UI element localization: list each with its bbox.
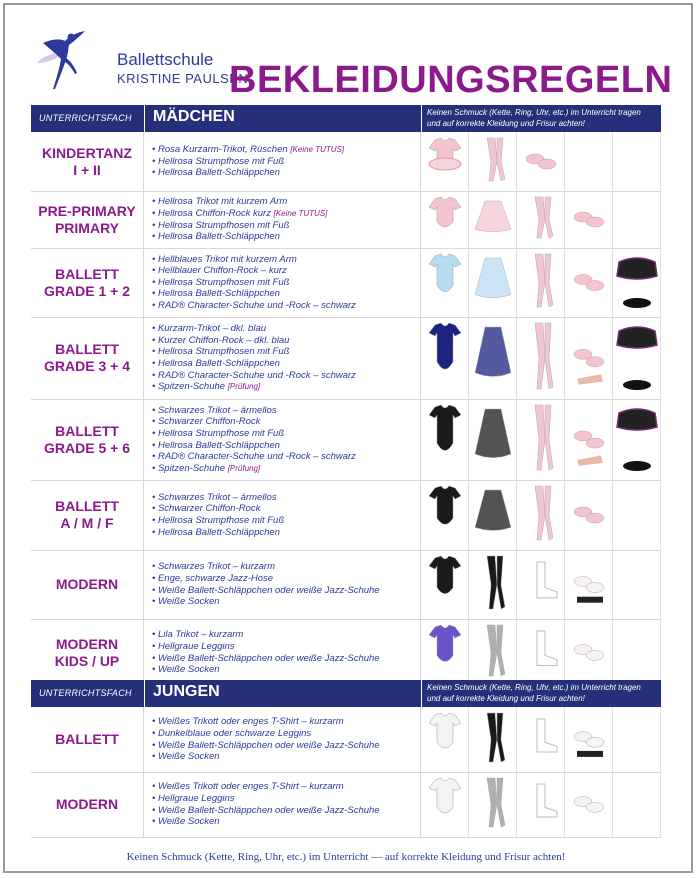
pink-slippers-and-pointe-icon — [567, 321, 611, 395]
image-slot — [565, 132, 613, 191]
list-item: • Kurzer Chiffon-Rock – dkl. blau — [152, 334, 290, 346]
clothing-images — [421, 772, 661, 837]
navy-leotard-icon — [423, 321, 467, 395]
image-slot — [469, 191, 517, 248]
list-item: • Weiße Ballett-Schläppchen oder weiße Jazz-Schuhe — [152, 739, 380, 751]
white-socks-icon — [519, 711, 563, 768]
pink-ballet-slippers-icon — [567, 484, 611, 546]
pink-ballet-slippers-icon — [567, 195, 611, 244]
list-item: • Hellrosa Strumpfhose mit Fuß — [152, 155, 285, 167]
image-slot — [613, 619, 661, 686]
list-item: • Hellgraue Leggins — [152, 640, 235, 652]
image-slot — [613, 550, 661, 619]
class-row — [31, 132, 661, 192]
image-slot — [421, 191, 469, 248]
list-item: • Weiße Socken — [152, 816, 220, 828]
image-slot — [565, 191, 613, 248]
image-slot — [421, 619, 469, 686]
image-slot — [421, 399, 469, 480]
list-item: • Hellrosa Chiffon-Rock kurz [Keine TUTUS] — [152, 207, 328, 219]
list-item: • Hellrosa Strumpfhose mit Fuß — [152, 515, 285, 526]
list-item: • Schwarzes Trikot – kurzarm — [152, 561, 275, 573]
clothing-rules-table — [31, 105, 661, 873]
list-item: • Enge, schwarze Jazz-Hose — [152, 572, 274, 584]
image-slot — [517, 132, 565, 191]
white-socks-icon — [519, 623, 563, 682]
pink-tutu-leotard-icon — [423, 136, 467, 187]
black-sleeveless-leotard-icon — [423, 484, 467, 546]
clothing-list — [144, 480, 421, 550]
black-leotard-icon — [423, 554, 467, 615]
image-slot — [565, 550, 613, 619]
character-skirt-and-shoes-icon — [615, 403, 659, 476]
clothing-images — [421, 191, 661, 248]
list-item: • Weiße Socken — [152, 751, 220, 763]
image-slot — [565, 619, 613, 686]
image-slot — [613, 132, 661, 191]
image-slot — [517, 619, 565, 686]
black-sleeveless-leotard-icon — [423, 403, 467, 476]
image-slot — [613, 191, 661, 248]
list-item: • Hellrosa Strumpfhosen mit Fuß — [152, 346, 290, 358]
pink-chiffon-skirt-icon — [471, 195, 515, 244]
clothing-images — [421, 480, 661, 550]
list-item: • Hellrosa Strumpfhosen mit Fuß — [152, 219, 290, 231]
page-title: BEKLEIDUNGSREGELN — [229, 59, 673, 101]
class-name: MODERN — [31, 550, 144, 619]
class-row — [31, 550, 661, 620]
footer-note: Keinen Schmuck (Kette, Ring, Uhr, etc.) im Unterricht — auf korrekte Kleidung und Frisur achten! — [126, 851, 566, 863]
navy-chiffon-skirt-icon — [471, 321, 515, 395]
list-item: • Hellgraue Leggins — [152, 792, 235, 804]
class-name: BALLETT GRADE 3 + 4 — [31, 317, 144, 399]
image-slot — [421, 480, 469, 550]
group-label: MÄDCHEN — [153, 108, 235, 125]
image-slot — [469, 132, 517, 191]
image-slot — [613, 480, 661, 550]
clothing-images — [421, 550, 661, 619]
image-slot — [469, 772, 517, 837]
clothing-list — [144, 399, 421, 480]
clothing-images — [421, 248, 661, 317]
list-item: • Hellblauer Chiffon-Rock – kurz — [152, 265, 287, 277]
image-slot — [517, 550, 565, 619]
clothing-images — [421, 399, 661, 480]
pink-tights-icon — [519, 321, 563, 395]
pink-tights-icon — [519, 252, 563, 313]
white-ballet-slippers-icon — [567, 776, 611, 833]
list-item: • Weiße Ballett-Schläppchen oder weiße Jazz-Schuhe — [152, 804, 380, 816]
image-slot — [421, 772, 469, 837]
list-item: • Hellrosa Ballett-Schläppchen — [152, 231, 280, 243]
class-name: PRE-PRIMARY PRIMARY — [31, 191, 144, 248]
subject-label: UNTERRICHTSFACH — [39, 688, 132, 698]
image-slot — [517, 772, 565, 837]
image-slot — [565, 772, 613, 837]
image-slot — [469, 399, 517, 480]
pink-leotard-icon — [423, 195, 467, 244]
list-item: • Dunkelblaue oder schwarze Leggins — [152, 727, 312, 739]
clothing-list — [144, 317, 421, 399]
class-row — [31, 707, 661, 773]
class-name: BALLETT GRADE 5 + 6 — [31, 399, 144, 480]
image-slot — [517, 399, 565, 480]
purple-leotard-icon — [423, 623, 467, 682]
black-jazz-pants-icon — [471, 554, 515, 615]
image-slot — [517, 248, 565, 317]
image-slot — [421, 707, 469, 772]
image-slot — [565, 399, 613, 480]
class-row — [31, 619, 661, 687]
header-note: Keinen Schmuck (Kette, Ring, Uhr, etc.) im Unterricht tragen und auf korrekte Kleidung und Frisur achten! — [427, 108, 641, 128]
class-row — [31, 248, 661, 318]
list-item: • Schwarzes Trikot – ärmellos — [152, 491, 277, 503]
list-item: • Weißes Trikott oder enges T-Shirt – kurzarm — [152, 781, 344, 793]
class-name: KINDERTANZ I + II — [31, 132, 144, 191]
list-item: • Schwarzes Trikot – ärmellos — [152, 404, 277, 416]
clothing-images — [421, 132, 661, 191]
white-jazz-shoes-icon — [567, 554, 611, 615]
list-item: • RAD® Character-Schuhe und -Rock – schwarz — [152, 451, 356, 463]
clothing-list — [144, 707, 421, 772]
pink-ballet-slippers-icon — [567, 252, 611, 313]
class-row — [31, 399, 661, 481]
list-item: • Hellrosa Ballett-Schläppchen — [152, 167, 280, 179]
clothing-images — [421, 317, 661, 399]
class-row — [31, 480, 661, 551]
school-owner: KRISTINE PAULSEN — [117, 71, 249, 86]
list-item: • RAD® Character-Schuhe und -Rock – schwarz — [152, 369, 356, 381]
image-slot — [421, 132, 469, 191]
class-name: MODERN KIDS / UP — [31, 619, 144, 686]
class-row — [31, 317, 661, 400]
image-slot — [421, 248, 469, 317]
image-slot — [565, 707, 613, 772]
subject-label: UNTERRICHTSFACH — [39, 113, 132, 123]
list-item: • Weiße Socken — [152, 664, 220, 676]
white-shirt-icon — [423, 776, 467, 833]
pink-slippers-and-pointe-icon — [567, 403, 611, 476]
grey-leggings-icon — [471, 623, 515, 682]
image-slot — [421, 317, 469, 399]
list-item: • Schwarzer Chiffon-Rock — [152, 503, 261, 515]
section-header — [31, 105, 661, 132]
list-item: • Schwarzer Chiffon-Rock — [152, 416, 261, 428]
light-blue-skirt-icon — [471, 252, 515, 313]
white-jazz-shoes-icon — [567, 711, 611, 768]
class-row — [31, 191, 661, 249]
clothing-list — [144, 248, 421, 317]
white-socks-icon — [519, 554, 563, 615]
class-name: MODERN — [31, 772, 144, 837]
class-name: BALLETT GRADE 1 + 2 — [31, 248, 144, 317]
pink-tights-icon — [519, 484, 563, 546]
image-slot — [517, 317, 565, 399]
list-item: • Lila Trikot – kurzarm — [152, 629, 244, 641]
image-slot — [517, 191, 565, 248]
white-ballet-slippers-icon — [567, 623, 611, 682]
image-slot — [517, 480, 565, 550]
list-item: • Hellrosa Ballett-Schläppchen — [152, 358, 280, 369]
list-item: • Hellrosa Ballett-Schläppchen — [152, 288, 280, 300]
black-chiffon-skirt-icon — [471, 403, 515, 476]
list-item: • Weiße Ballett-Schläppchen oder weiße Jazz-Schuhe — [152, 584, 380, 596]
black-leggings-icon — [471, 711, 515, 768]
grey-leggings-icon — [471, 776, 515, 833]
pink-tights-icon — [519, 403, 563, 476]
image-slot — [469, 317, 517, 399]
class-name: BALLETT — [31, 707, 144, 772]
list-item: • Hellrosa Ballett-Schläppchen — [152, 526, 280, 538]
document-sheet — [3, 3, 693, 873]
list-item: • Kurzarm-Trikot – dkl. blau — [152, 323, 267, 335]
white-socks-icon — [519, 776, 563, 833]
list-item: • Hellrosa Strumpfhosen mit Fuß — [152, 276, 290, 288]
list-item: • Weißes Trikott oder enges T-Shirt – kurzarm — [152, 716, 344, 728]
clothing-list — [144, 619, 421, 686]
header-note: Keinen Schmuck (Kette, Ring, Uhr, etc.) im Unterricht tragen und auf korrekte Kleidung und Frisur achten! — [427, 683, 641, 703]
pink-tights-icon — [519, 195, 563, 244]
list-item: • Weiße Ballett-Schläppchen oder weiße Jazz-Schuhe — [152, 652, 380, 664]
group-label: JUNGEN — [153, 683, 220, 700]
clothing-list — [144, 772, 421, 837]
list-item: • Hellrosa Strumpfhose mit Fuß — [152, 427, 285, 439]
class-name: BALLETT A / M / F — [31, 480, 144, 550]
clothing-list — [144, 132, 421, 191]
character-skirt-and-shoes-icon — [615, 321, 659, 395]
image-slot — [613, 772, 661, 837]
black-chiffon-skirt-icon — [471, 484, 515, 546]
list-item: • Weiße Socken — [152, 596, 220, 608]
image-slot — [565, 317, 613, 399]
image-slot — [517, 707, 565, 772]
image-slot — [469, 248, 517, 317]
clothing-images — [421, 707, 661, 772]
light-blue-leotard-icon — [423, 252, 467, 313]
image-slot — [469, 550, 517, 619]
clothing-list — [144, 550, 421, 619]
white-shirt-icon — [423, 711, 467, 768]
pink-tights-icon — [471, 136, 515, 187]
image-slot — [469, 707, 517, 772]
list-item: • RAD® Character-Schuhe und -Rock – schwarz — [152, 299, 356, 311]
image-slot — [565, 480, 613, 550]
image-slot — [613, 399, 661, 480]
ballerina-logo-icon — [33, 23, 95, 95]
list-item: • Rosa Kurzarm-Trikot, Rüschen [Keine TUTUS] — [152, 144, 345, 156]
image-slot — [469, 480, 517, 550]
image-slot — [613, 248, 661, 317]
image-slot — [565, 248, 613, 317]
list-item: • Spitzen-Schuhe [Prüfung] — [152, 381, 261, 393]
list-item: • Spitzen-Schuhe [Prüfung] — [152, 462, 261, 474]
list-item: • Hellrosa Ballett-Schläppchen — [152, 439, 280, 451]
clothing-images — [421, 619, 661, 686]
image-slot — [613, 707, 661, 772]
class-row — [31, 772, 661, 838]
section-header — [31, 680, 661, 707]
school-name: Ballettschule — [117, 50, 214, 69]
image-slot — [613, 317, 661, 399]
list-item: • Hellrosa Trikot mit kurzem Arm — [152, 196, 288, 208]
image-slot — [421, 550, 469, 619]
clothing-list — [144, 191, 421, 248]
character-skirt-and-shoes-icon — [615, 252, 659, 313]
pink-ballet-slippers-icon — [519, 136, 563, 187]
image-slot — [469, 619, 517, 686]
list-item: • Hellblaues Trikot mit kurzem Arm — [152, 253, 297, 265]
